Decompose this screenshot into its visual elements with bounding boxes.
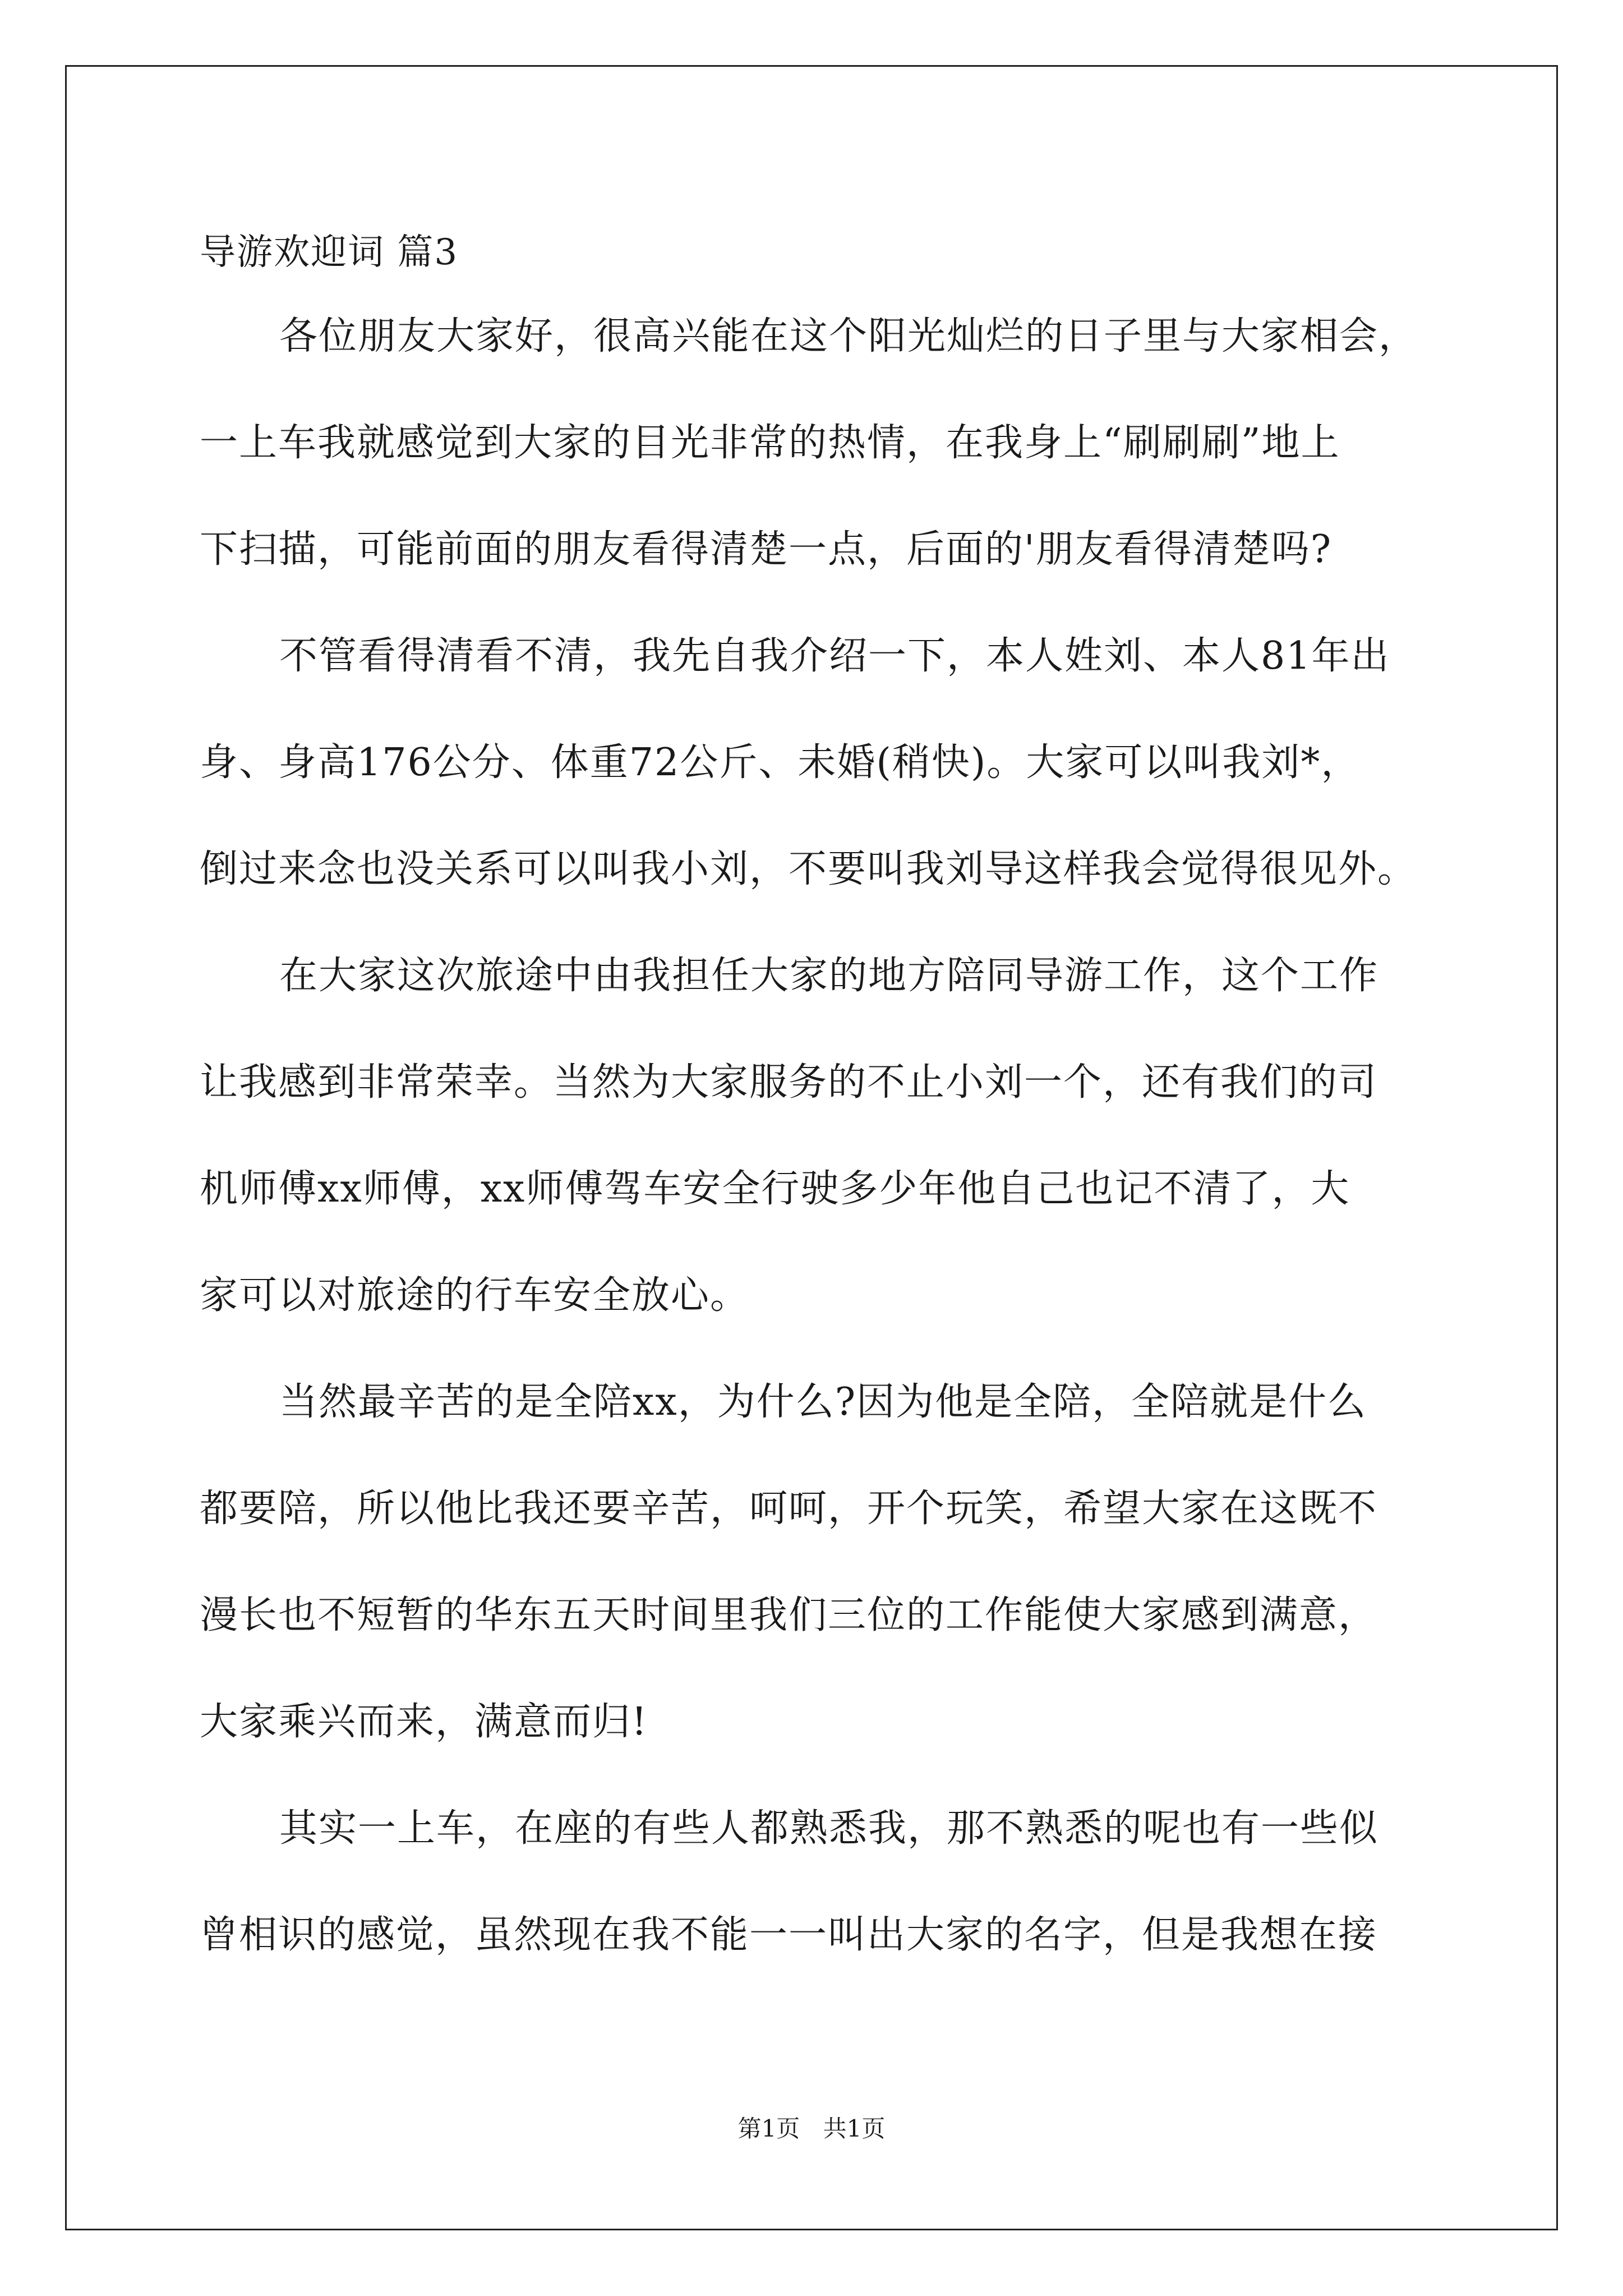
paragraph-line: 倒过来念也没关系可以叫我小刘，不要叫我刘导这样我会觉得很见外。 — [200, 847, 1417, 891]
paragraph-line: 漫长也不短暂的华东五天时间里我们三位的工作能使大家感到满意， — [200, 1593, 1378, 1637]
paragraph-line: 下扫描，可能前面的朋友看得清楚一点，后面的'朋友看得清楚吗? — [200, 527, 1332, 572]
page-number: 第1页 — [737, 2115, 800, 2142]
page-footer — [0, 2112, 1623, 2146]
paragraph-line: 一上车我就感觉到大家的目光非常的热情，在我身上“刷刷刷”地上 — [200, 421, 1340, 465]
paragraph-line: 当然最辛苦的是全陪xx，为什么?因为他是全陪，全陪就是什么 — [279, 1380, 1367, 1424]
paragraph-line: 都要陪，所以他比我还要辛苦，呵呵，开个玩笑，希望大家在这既不 — [200, 1487, 1378, 1531]
paragraph-line: 机师傅xx师傅，xx师傅驾车安全行驶多少年他自己也记不清了，大 — [200, 1167, 1350, 1211]
page-total: 共1页 — [823, 2115, 886, 2142]
paragraph-line: 身、身高176公分、体重72公斤、未婚(稍快)。大家可以叫我刘*， — [200, 740, 1361, 785]
document-body — [200, 224, 1428, 2014]
paragraph-line: 曾相识的感觉，虽然现在我不能一一叫出大家的名字，但是我想在接 — [200, 1913, 1378, 1957]
paragraph-line: 让我感到非常荣幸。当然为大家服务的不止小刘一个，还有我们的司 — [200, 1060, 1378, 1105]
paragraph-line: 在大家这次旅途中由我担任大家的地方陪同导游工作，这个工作 — [279, 954, 1379, 998]
paragraph-line: 其实一上车，在座的有些人都熟悉我，那不熟悉的呢也有一些似 — [279, 1806, 1379, 1851]
document-title: 导游欢迎词 篇3 — [200, 232, 459, 273]
paragraph-line: 大家乘兴而来，满意而归! — [200, 1700, 648, 1744]
paragraph-line: 不管看得清看不清，我先自我介绍一下，本人姓刘、本人81年出 — [279, 634, 1390, 678]
paragraph-line: 家可以对旅途的行车安全放心。 — [200, 1273, 750, 1318]
paragraph-line: 各位朋友大家好，很高兴能在这个阳光灿烂的日子里与大家相会， — [279, 314, 1418, 358]
